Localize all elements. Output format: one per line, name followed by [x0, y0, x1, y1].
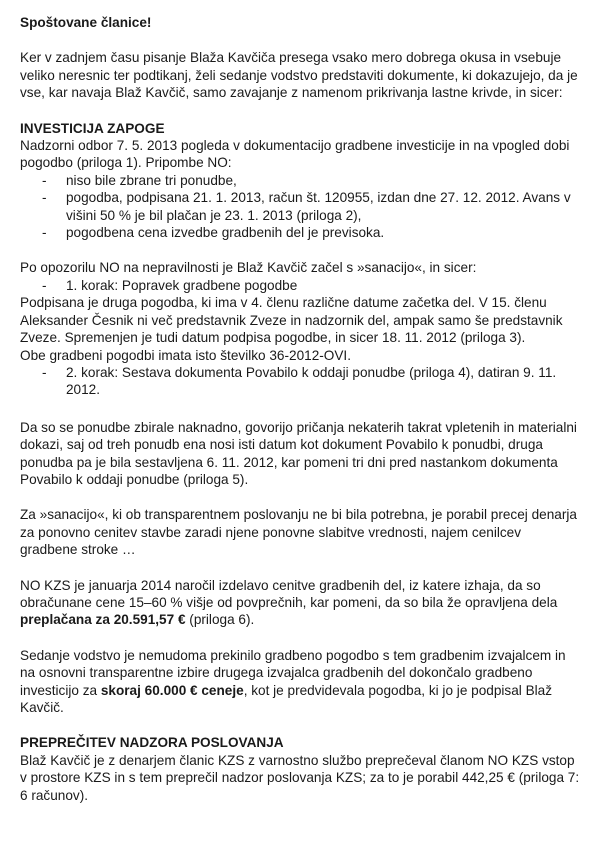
section2-text: Blaž Kavčič je z denarjem članic KZS z varnostno službo preprečeval članom NO KZS vstop v prostore KZS in s tem preprečil nadzor poslovanja KZS; za to je porabil 442,25 € (priloga 7: 6 računov).	[20, 752, 580, 803]
nokzs-paragraph	[20, 577, 582, 629]
sanacija-lead: Po opozorilu NO na nepravilnosti je Blaž Kavčič začel s »sanacijo«, in sicer:	[20, 260, 477, 276]
list-item: - pogodbena cena izvedbe gradbenih del je previsoka.	[20, 224, 582, 241]
vodstvo-text-end: , kot je predvidevala pogodba, ki jo je podpisal Blaž Kavčič.	[20, 682, 553, 715]
salutation: Spoštovane članice!	[20, 15, 152, 30]
remarks-list	[20, 172, 582, 242]
savings-amount: skoraj 60.000 € ceneje	[100, 682, 244, 698]
vodstvo-text: Sedanje vodstvo je nemudoma prekinilo gradbeno pogodbo s tem gradbenim izvajalcem in na osnovni transparentne izbire drugega izvajalca gradbenih del dokončalo gradbeno investicijo za	[20, 647, 566, 698]
list-item: - 1. korak: Popravek gradbene pogodbe	[20, 277, 582, 294]
step1-text: Podpisana je druga pogodba, ki ima v 4. členu različne datume začetka del. V 15. členu Aleksander Česnik ni več predstavnik Zveze in nadzornik del, ampak samo še predstavnik Zveze. Spremenjen je tudi datum podpisa pogodbe, in sicer 18. 11. 2012 (priloga 3).	[20, 295, 563, 346]
section-heading-nadzor: PREPREČITEV NADZORA POSLOVANJA	[20, 735, 284, 751]
step1-list	[20, 277, 582, 294]
offers-paragraph: Da so se ponudbe zbirale naknadno, govorijo pričanja nekaterih takrat vpletenih in materialni dokazi, saj od treh ponudb ena nosi isti datum kot dokument Povabilo k ponudbi, druga ponudba pa je bila sestavljena 6. 11. 2012, kar pomeni tri dni pred nastankom dokumenta Povabilo k oddaji ponudbe (priloga 5).	[20, 419, 577, 487]
nokzs-text: NO KZS je januarja 2014 naročil izdelavo cenitve gradbenih del, iz katere izhaja, da so obračunane cene 15–60 % višje od povprečnih, kar pomeni, da so bila že opravljena dela	[20, 577, 558, 610]
nokzs-text-end: (priloga 6).	[185, 612, 255, 628]
vodstvo-paragraph	[20, 647, 582, 717]
step1-note: Obe gradbeni pogodbi imata isto številko 36-2012-OVI.	[20, 347, 351, 363]
overpaid-amount: preplačana za 20.591,57 €	[20, 612, 186, 628]
list-item: - pogodba, podpisana 21. 1. 2013, račun št. 120955, izdan dne 27. 12. 2012. Avans v višini 50 % je bil plačan je 23. 1. 2013 (priloga 2),	[20, 189, 582, 224]
intro-paragraph: Ker v zadnjem času pisanje Blaža Kavčiča presega vsako mero dobrega okusa in vsebuje veliko neresnic ter podtikanj, želi sedanje vodstvo predstaviti dokumente, ki dokazujejo, da je vse, kar navaja Blaž Kavčič, samo zavajanje z namenom prikrivanja lastne krivde, in sicer:	[20, 50, 578, 101]
section-heading-investicija: INVESTICIJA ZAPOGE	[20, 120, 165, 136]
list-item: - 2. korak: Sestava dokumenta Povabilo k oddaji ponudbe (priloga 4), datiran 9. 11. 2012.	[20, 364, 582, 399]
section1-lead: Nadzorni odbor 7. 5. 2013 pogleda v dokumentacijo gradbene investicije in na vpogled dobi pogodbo (priloga 1). Pripombe NO:	[20, 138, 570, 171]
step2-list	[20, 364, 582, 399]
list-item: - niso bile zbrane tri ponudbe,	[20, 172, 582, 189]
sanacija-paragraph: Za »sanacijo«, ki ob transparentnem poslovanju ne bi bila potrebna, je porabil precej denarja za ponovno cenitev stavbe zaradi njene ponovne slabitve vrednosti, najem cenilcev gradbene stroke …	[20, 507, 577, 558]
